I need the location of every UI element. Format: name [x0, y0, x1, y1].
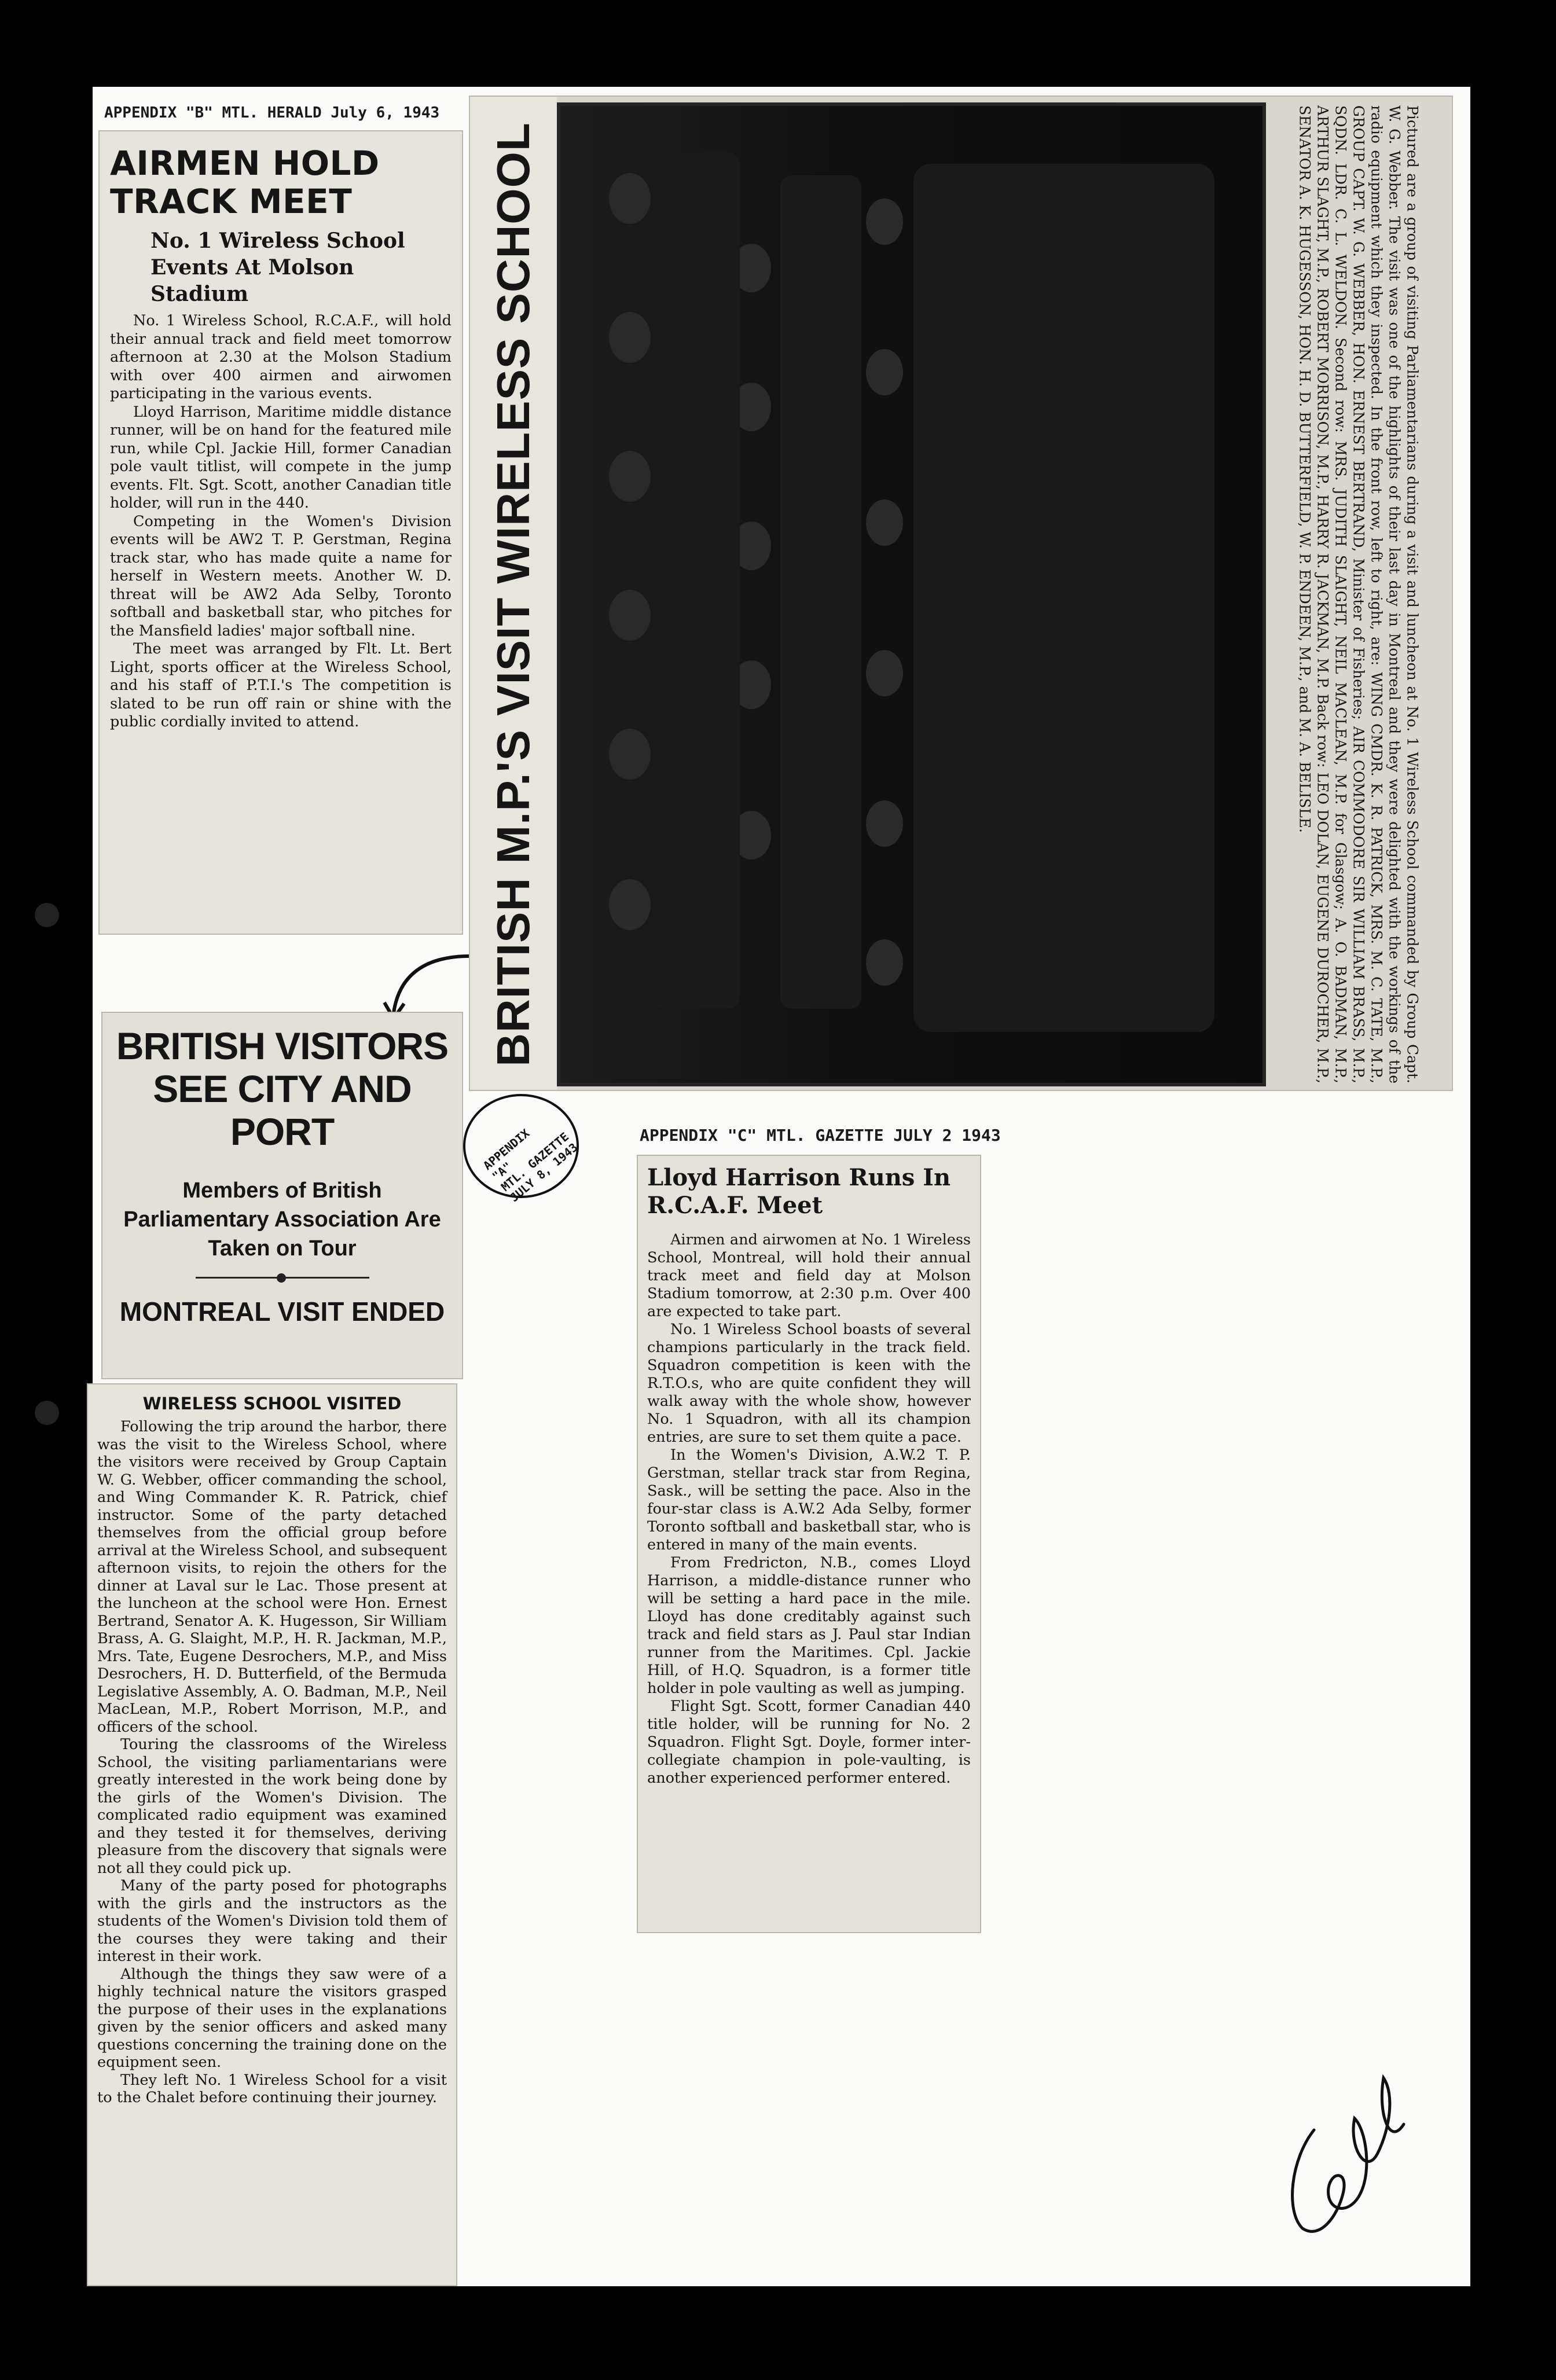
paragraph: Flight Sgt. Scott, former Canadian 440 title holder, will be running for No. 2 Squadron. Flight Sgt. Doyle, former inter-collegiate champion in pole-vaulting, is another experienced performer entered. [647, 1698, 971, 1787]
stamp-text: APPENDIX "A" MTL. GAZETTE JULY 8, 1943 [480, 1126, 581, 1205]
photo-figures [560, 106, 1263, 1083]
clip-lloyd-harrison [637, 1155, 981, 1933]
clip-airmen-track-meet [98, 130, 463, 935]
headline: AIRMEN HOLD TRACK MEET [110, 144, 380, 221]
photo-title-strip [470, 97, 557, 1091]
paragraph: Although the things they saw were of a highly technical nature the visitors grasped the purpose of their uses in the explanations given by the senior officers and asked many questions concerning the training done on the equipment seen. [97, 1965, 447, 2071]
paragraph: No. 1 Wireless School, R.C.A.F., will hold their annual track and field meet tomorrow afternoon at 2.30 at the Molson Stadium with over 400 airmen and airwomen participating in the various events. [110, 312, 452, 402]
paragraph: From Fredricton, N.B., comes Lloyd Harrison, a middle-distance runner who will be setting a hard pace in the mile. Lloyd has done creditably against such track and field stars as J. Paul star Indian runner from the Maritimes. Cpl. Jackie Hill, of H.Q. Squadron, is a former title holder in pole vaulting as well as jumping. [647, 1554, 971, 1697]
appendix-b-annotation: APPENDIX "B" MTL. HERALD July 6, 1943 [104, 104, 440, 122]
article-body [97, 1418, 447, 2107]
appendix-a-stamp [463, 1094, 581, 1205]
photo-title: BRITISH M.P.'S VISIT WIRELESS SCHOOL [487, 122, 539, 1067]
divider [196, 1277, 369, 1279]
group-photo [557, 102, 1266, 1086]
subhead: MONTREAL VISIT ENDED [119, 1296, 445, 1327]
subhead: WIRELESS SCHOOL VISITED [142, 1394, 402, 1413]
paragraph: Touring the classrooms of the Wireless School, the visiting parliamentarians were greatly interested in the work being done by the girls of the Women's Division. The complicated radio equipment was examined and they tested it for themselves, deriving pleasure from the discovery that signals were not all they could pick up. [97, 1736, 447, 1877]
photo-caption: Pictured are a group of visiting Parliamentarians during a visit and luncheon at No. 1 Wireless School commanded by Group Capt. W. G. Webber. The visit was one of the highlights of their last day in Montreal and they were delighted with the workings of the radio equipment which they inspected. In the front row, left to right, are: WING CMDR. K. R. PATRICK, MRS. M. C. TATE, M.P., GROUP CAPT. W. G. WEBBER, HON. ERNEST BERTRAND, Minister of Fisheries; AIR COMMODORE SIR WILLIAM BRASS, M.P., SQDN. LDR. C. L. WELDON. Second row: MRS. JUDITH SLAIGHT, NEIL MACLEAN, M.P. for Glasgow; A. O. BADMAN, M.P., ARTHUR SLAGHT, M.P., ROBERT MORRISON, M.P., HARRY R. JACKMAN, M.P. Back row: LEO DOLAN, EUGENE DUROCHER, M.P., SENATOR A. K. HUGESSON, HON. H. D. BUTTERFIELD, W. P. ENDEEN, M.P., and M. A. BELISLE. [1296, 105, 1421, 1084]
subhead: No. 1 Wireless School Events At Molson Stadium [151, 229, 405, 306]
paragraph: The meet was arranged by Flt. Lt. Bert Light, sports officer at the Wireless School, and his staff of P.T.I.'s The competition is slated to be run off rain or shine with the public cordially invited to attend. [110, 640, 452, 730]
clip-photo-mps-visit [469, 96, 1453, 1091]
appendix-c-annotation: APPENDIX "C" MTL. GAZETTE JULY 2 1943 [640, 1126, 1001, 1145]
paragraph: Airmen and airwomen at No. 1 Wireless School, Montreal, will hold their annual track meet and field day at Molson Stadium tomorrow, at 2:30 p.m. Over 400 are expected to take part. [647, 1231, 971, 1320]
clip-wireless-school-visited [87, 1383, 457, 2286]
binder-hole [35, 903, 59, 927]
paragraph: Following the trip around the harbor, there was the visit to the Wireless School, where the visitors were received by Group Captain W. G. Webber, officer commanding the school, and Wing Commander K. R. Patrick, chief instructor. Some of the party detached themselves from the official group before arrival at the Wireless School, and subsequent afternoon visits, to rejoin the others for the dinner at Laval sur le Lac. Those present at the luncheon at the school were Hon. Ernest Bertrand, Senator A. K. Hugesson, Sir William Brass, A. G. Slaight, M.P., H. R. Jackman, M.P., Mrs. Tate, Eugene Desrochers, M.P., and Miss Desrochers, H. D. Butterfield, of the Bermuda Legislative Assembly, A. O. Badman, M.P., Neil MacLean, M.P., Robert Morrison, M.P., and officers of the school. [97, 1418, 447, 1736]
paragraph: Many of the party posed for photographs with the girls and the instructors as the students of the Women's Division told them of the courses they were taking and their interest in their work. [97, 1877, 447, 1965]
paragraph: In the Women's Division, A.W.2 T. P. Gerstman, stellar track star from Regina, Sask., will be setting the pace. Also in the four-star class is A.W.2 Ada Selby, former Toronto softball and basketball star, who is entered in many of the main events. [647, 1446, 971, 1553]
clip-british-visitors [101, 1012, 463, 1379]
binder-hole [35, 1401, 59, 1425]
headline: BRITISH VISITORS SEE CITY AND PORT [116, 1024, 449, 1153]
paragraph: They left No. 1 Wireless School for a visit to the Chalet before continuing their journey. [97, 2071, 447, 2106]
handwritten-signature [1279, 2061, 1412, 2246]
headline: Lloyd Harrison Runs In R.C.A.F. Meet [647, 1164, 951, 1219]
photo-caption-strip [1275, 97, 1443, 1091]
paragraph: No. 1 Wireless School boasts of several champions particularly in the track field. Squadron competition is keen with the R.T.O.s, who are quite confident they will walk away with the whole show, however No. 1 Squadron, with all its champion entries, are sure to set them quite a pace. [647, 1321, 971, 1446]
article-body [647, 1231, 971, 1787]
deck: Members of British Parliamentary Association Are Taken on Tour [123, 1178, 441, 1261]
article-body [110, 312, 452, 732]
paragraph: Competing in the Women's Division events will be AW2 T. P. Gerstman, Regina track star, who has made quite a name for herself in Western meets. Another W. D. threat will be AW2 Ada Selby, Toronto softball and basketball star, who pitches for the Mansfield ladies' major softball nine. [110, 512, 452, 640]
paragraph: Lloyd Harrison, Maritime middle distance runner, will be on hand for the featured mile run, while Cpl. Jackie Hill, former Canadian pole vault titlist, will compete in the jump events. Flt. Sgt. Scott, another Canadian title holder, will run in the 440. [110, 403, 452, 512]
